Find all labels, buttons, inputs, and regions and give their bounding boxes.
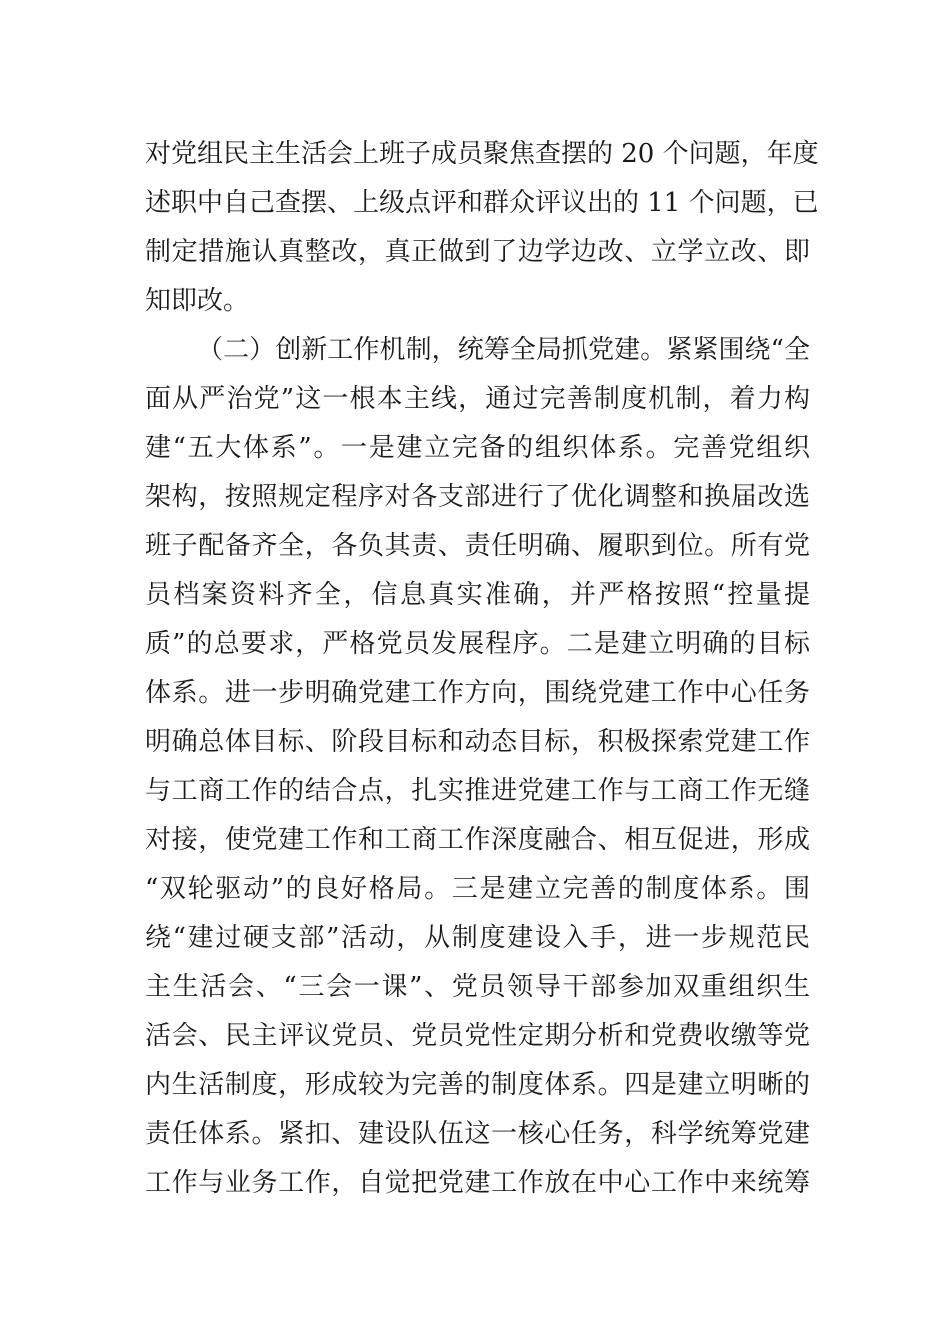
text-line: “双轮驱动”的良好格局。三是建立完善的制度体系。围: [145, 874, 810, 904]
text-line: 责任体系。紧扣、建设队伍这一核心任务，科学统筹党建: [145, 1119, 810, 1149]
text-line: 体系。进一步明确党建工作方向，围绕党建工作中心任务: [145, 678, 810, 708]
text-line: 绕“建过硬支部”活动，从制度建设入手，进一步规范民: [145, 923, 810, 953]
text-line: （二）创新工作机制，统筹全局抓党建。紧紧围绕“全: [197, 335, 810, 365]
text-line: 对党组民主生活会上班子成员聚焦查摆的 20 个问题，年度: [145, 139, 819, 169]
paragraph-1: [145, 130, 819, 326]
text-line: 内生活制度，形成较为完善的制度体系。四是建立明晰的: [145, 1070, 810, 1100]
text-line: 工作与业务工作，自觉把党建工作放在中心工作中来统筹: [145, 1168, 810, 1198]
text-line: 质”的总要求，严格党员发展程序。二是建立明确的目标: [145, 629, 810, 659]
text-line: 主生活会、“三会一课”、党员领导干部参加双重组织生: [145, 972, 810, 1002]
text-line: 活会、民主评议党员、党员党性定期分析和党费收缴等党: [145, 1021, 810, 1051]
body-text: [145, 130, 819, 1208]
text-line: 与工商工作的结合点，扎实推进党建工作与工商工作无缝: [145, 776, 810, 806]
text-line: 制定措施认真整改，真正做到了边学边改、立学立改、即: [145, 237, 810, 267]
text-line: 知即改。: [145, 286, 250, 316]
paragraph-2: [145, 326, 810, 1208]
text-line: 对接，使党建工作和工商工作深度融合、相互促进，形成: [145, 825, 810, 855]
text-line: 面从严治党”这一根本主线，通过完善制度机制，着力构: [145, 384, 810, 414]
text-line: 建“五大体系”。一是建立完备的组织体系。完善党组织: [145, 433, 810, 463]
text-line: 明确总体目标、阶段目标和动态目标，积极探索党建工作: [145, 727, 810, 757]
text-line: 述职中自己查摆、上级点评和群众评议出的 11 个问题，已: [145, 188, 819, 218]
text-line: 员档案资料齐全，信息真实准确，并严格按照“控量提: [145, 580, 810, 610]
text-line: 架构，按照规定程序对各支部进行了优化调整和换届改选: [145, 482, 810, 512]
text-line: 班子配备齐全，各负其责、责任明确、履职到位。所有党: [145, 531, 810, 561]
